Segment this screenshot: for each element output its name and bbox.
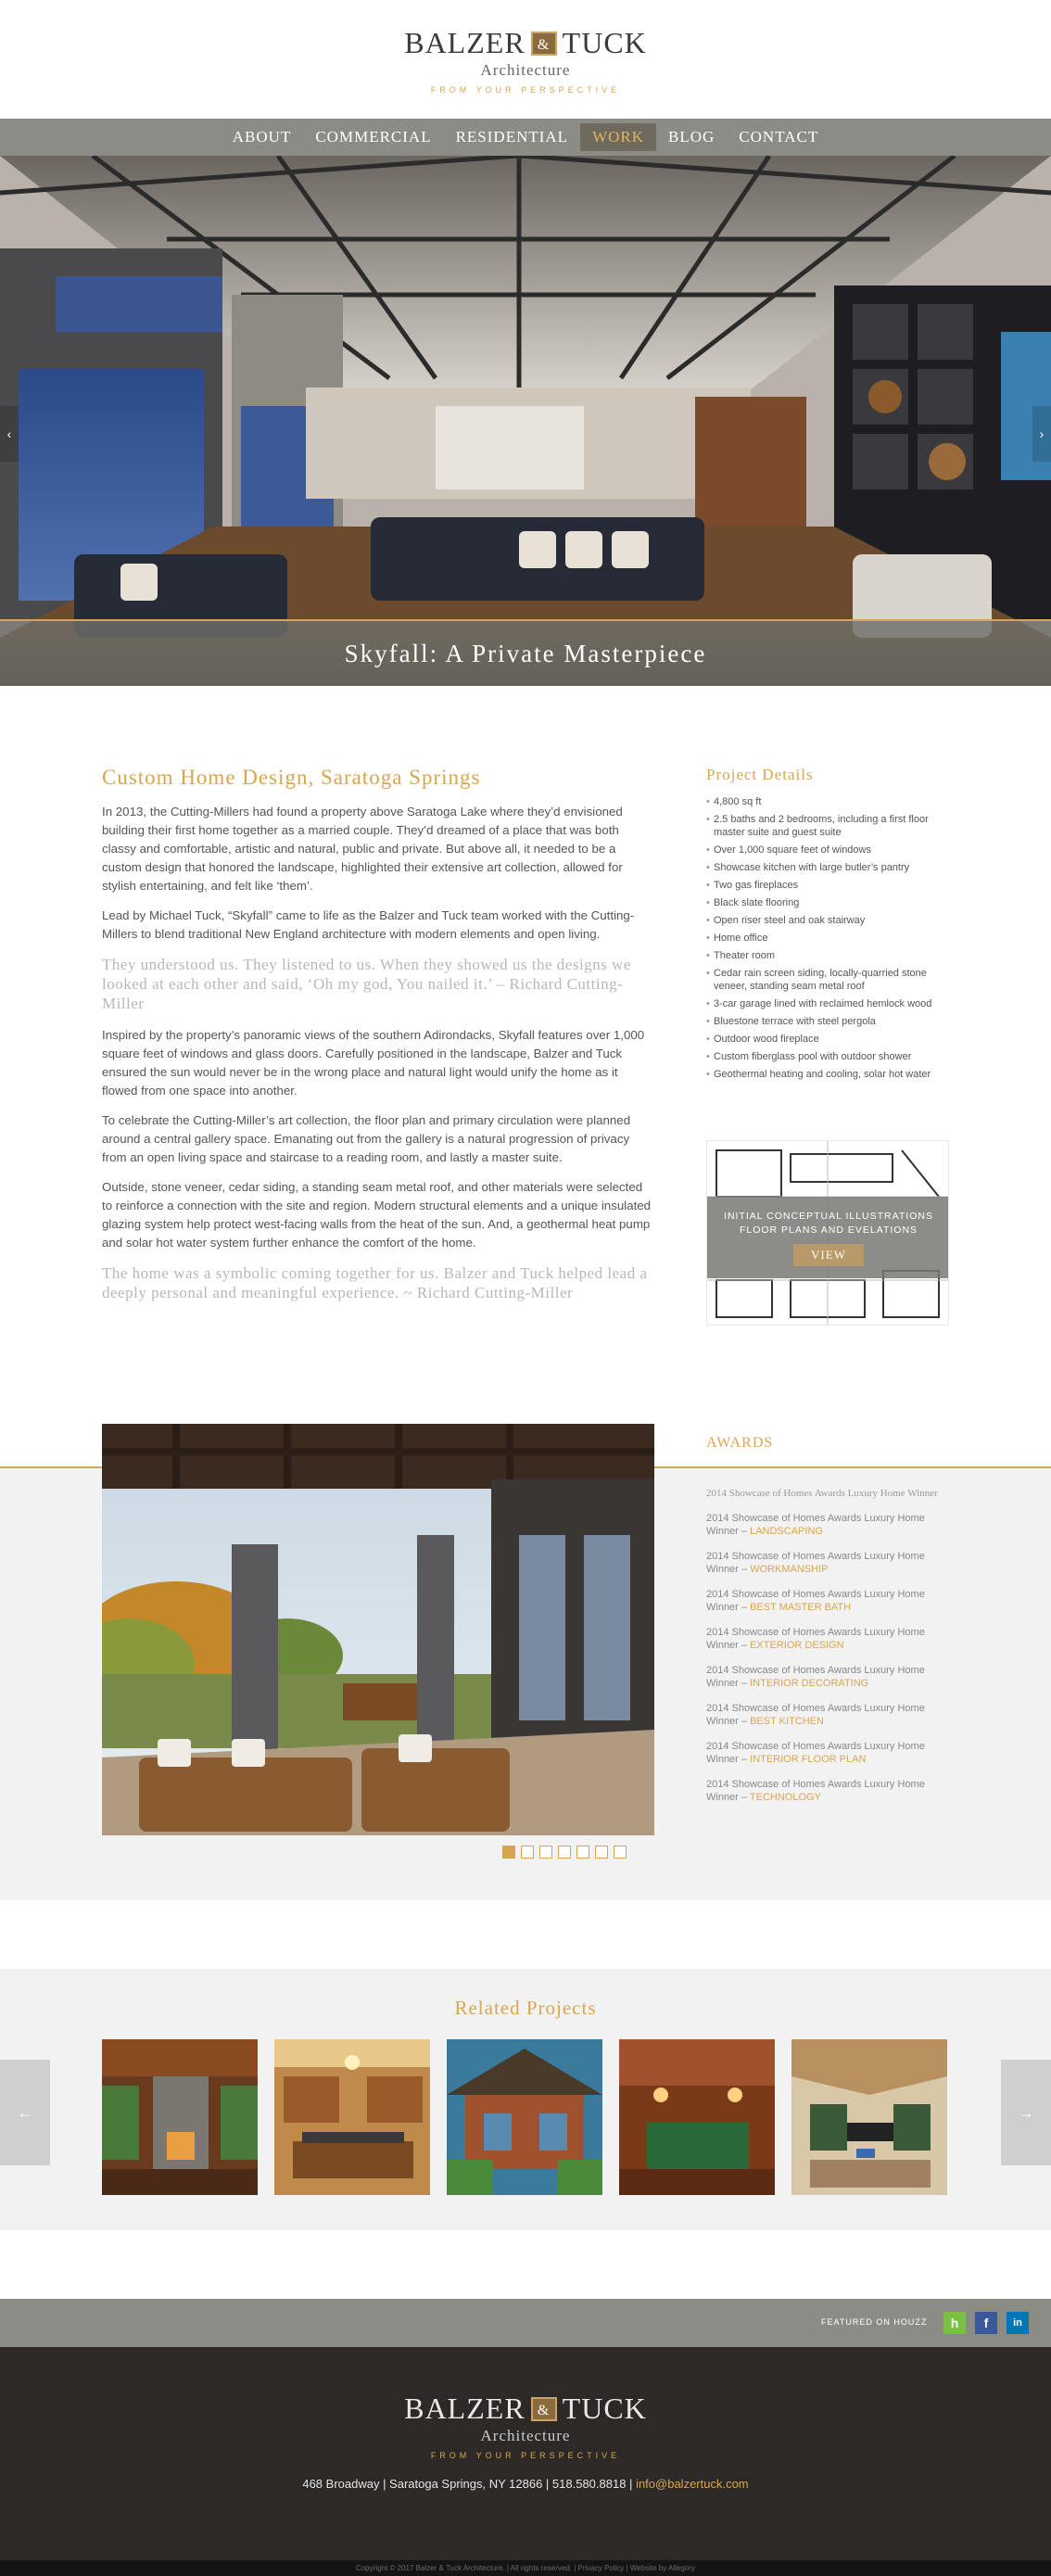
article-paragraph: To celebrate the Cutting-Miller’s art collection, the floor plan and primary circulation were planned around a central gallery space. Emanating out from the gallery is a natural progression of privacy from an open living space and staircase to a reading room, and lastly a master suite.: [102, 1113, 631, 1164]
award-category: BEST KITCHEN: [750, 1716, 824, 1727]
slider-image-patio: [102, 1424, 654, 1835]
nav-residential[interactable]: RESIDENTIAL: [455, 128, 569, 146]
project-detail-item: • Outdoor wood fireplace: [706, 1033, 949, 1046]
award-item: [706, 1740, 949, 1766]
nav-contact[interactable]: CONTACT: [739, 128, 819, 146]
award-prefix: 2014 Showcase of Homes Awards Luxury Home Winner –: [706, 1779, 925, 1803]
logo-name-left: BALZER: [404, 26, 526, 59]
award-item: [706, 1550, 949, 1576]
award-category: INTERIOR DECORATING: [750, 1678, 869, 1689]
related-next-button[interactable]: →: [1001, 2060, 1051, 2165]
project-slider[interactable]: [102, 1424, 654, 1835]
award-category: BEST MASTER BATH: [750, 1602, 852, 1613]
project-details-title: Project Details: [706, 766, 814, 783]
featured-on-houzz: FEATURED ON HOUZZ: [821, 2317, 928, 2327]
slider-dot[interactable]: [576, 1846, 589, 1859]
project-detail-item: • Custom fiberglass pool with outdoor shower: [706, 1050, 949, 1063]
award-item: [706, 1702, 949, 1728]
award-item: [706, 1664, 949, 1690]
project-detail-item: • Cedar rain screen siding, locally-quarried stone veneer, standing seam metal roof: [706, 967, 949, 993]
nav-blog[interactable]: BLOG: [668, 128, 715, 146]
article-paragraph: Inspired by the property’s panoramic views of the southern Adirondacks, Skyfall features over 1,000 square feet of windows and glass doors. Carefully positioned in the landscape, Balzer and Tuck ensured the sun would never be in the wrong place and natural light would unify the home as it flowed from one space into another.: [102, 1028, 645, 1098]
project-detail-item: • Two gas fireplaces: [706, 879, 949, 892]
project-detail-item: • Over 1,000 square feet of windows: [706, 844, 949, 857]
award-prefix: 2014 Showcase of Homes Awards Luxury Home Winner –: [706, 1513, 925, 1537]
hero-interior-illustration: [0, 156, 1051, 686]
floor-plan-card[interactable]: [706, 1140, 949, 1326]
award-prefix: 2014 Showcase of Homes Awards Luxury Home Winner –: [706, 1665, 925, 1689]
footer-address: [0, 2477, 1051, 2491]
award-category: LANDSCAPING: [750, 1526, 823, 1537]
project-details-list: [706, 795, 949, 1081]
slider-dot[interactable]: [558, 1846, 571, 1859]
hero-prev-arrow[interactable]: ‹: [0, 406, 19, 462]
award-item: [706, 1626, 949, 1652]
project-detail-item: • Geothermal heating and cooling, solar hot water: [706, 1068, 949, 1081]
hero-image: [0, 156, 1051, 686]
slider-dot[interactable]: [595, 1846, 608, 1859]
award-item: 2014 Showcase of Homes Awards Luxury Home Winner: [706, 1488, 938, 1499]
email-link[interactable]: info@balzertuck.com: [636, 2477, 749, 2491]
project-detail-item: • Open riser steel and oak stairway: [706, 914, 949, 927]
site-footer: [0, 2347, 1051, 2560]
project-detail-item: • Black slate flooring: [706, 896, 949, 909]
nav-commercial[interactable]: COMMERCIAL: [315, 128, 432, 146]
award-prefix: 2014 Showcase of Homes Awards Luxury Home Winner –: [706, 1741, 925, 1765]
related-project-thumb[interactable]: [274, 2039, 430, 2195]
related-title: Related Projects: [454, 1997, 597, 2019]
project-details: [706, 766, 949, 1085]
logo-tagline: FROM YOUR PERSPECTIVE: [430, 2451, 621, 2460]
related-thumbnails: [102, 2039, 947, 2195]
site-header: [0, 0, 1051, 119]
award-item: [706, 1512, 949, 1538]
project-detail-item: • Bluestone terrace with steel pergola: [706, 1015, 949, 1028]
main-nav: [0, 119, 1051, 156]
project-detail-item: • Home office: [706, 932, 949, 945]
project-detail-item: • Theater room: [706, 949, 949, 962]
view-button[interactable]: VIEW: [793, 1244, 864, 1266]
slider-dot[interactable]: [521, 1846, 534, 1859]
award-category: WORKMANSHIP: [750, 1564, 829, 1575]
facebook-icon[interactable]: f: [975, 2312, 997, 2334]
award-prefix: 2014 Showcase of Homes Awards Luxury Home Winner –: [706, 1589, 925, 1613]
client-quote: The home was a symbolic coming together for us. Balzer and Tuck helped lead a deeply personal and meaningful experience. ~ Richard Cutting-Miller: [102, 1264, 648, 1301]
related-projects: [0, 1969, 1051, 2230]
slider-dot[interactable]: [614, 1846, 627, 1859]
award-category: EXTERIOR DESIGN: [750, 1640, 844, 1651]
footer-logo[interactable]: [0, 2392, 1051, 2460]
related-project-thumb[interactable]: [791, 2039, 947, 2195]
project-detail-item: • 4,800 sq ft: [706, 795, 949, 808]
awards-list: [706, 1487, 949, 1816]
logo-mark: &: [531, 32, 557, 56]
award-prefix: 2014 Showcase of Homes Awards Luxury Home Winner –: [706, 1627, 925, 1651]
nav-work[interactable]: WORK: [580, 123, 656, 151]
related-project-thumb[interactable]: [447, 2039, 602, 2195]
client-quote: They understood us. They listened to us. When they showed us the designs we looked at each other and said, ‘Oh my god, You nailed it.’ – Richard Cutting-Miller: [102, 956, 631, 1012]
logo[interactable]: [0, 26, 1051, 95]
hero-next-arrow[interactable]: ›: [1032, 406, 1051, 462]
address-text: 468 Broadway | Saratoga Springs, NY 12866 | 518.580.8818 |: [302, 2477, 633, 2491]
nav-about[interactable]: ABOUT: [232, 128, 292, 146]
award-category: INTERIOR FLOOR PLAN: [750, 1754, 867, 1765]
floor-plan-line1: INITIAL CONCEPTUAL ILLUSTRATIONS: [724, 1211, 933, 1222]
award-item: [706, 1778, 949, 1804]
floor-plan-overlay: [707, 1197, 949, 1278]
article-paragraph: In 2013, the Cutting-Millers had found a property above Saratoga Lake where they’d envisioned building their first home together as a married couple. They’d dreamed of a place that was both classy and comfortable, artistic and natural, public and private. But above all, it needed to be a custom design that honored the landscape, highlighted their extensive art collection, allowed for stylish entertaining, and felt like ‘them’.: [102, 805, 623, 893]
slider-dots: [502, 1846, 627, 1859]
houzz-icon[interactable]: h: [943, 2312, 966, 2334]
slider-dot[interactable]: [539, 1846, 552, 1859]
article: [102, 766, 654, 1315]
article-heading: Custom Home Design, Saratoga Springs: [102, 766, 481, 789]
award-item: [706, 1588, 949, 1614]
related-prev-button[interactable]: ←: [0, 2060, 50, 2165]
slider-dot[interactable]: [502, 1846, 515, 1859]
logo-name-right: TUCK: [562, 26, 647, 59]
related-project-thumb[interactable]: [619, 2039, 775, 2195]
main-content: [0, 686, 1051, 1468]
award-prefix: 2014 Showcase of Homes Awards Luxury Home Winner –: [706, 1703, 925, 1727]
project-detail-item: • Showcase kitchen with large butler’s pantry: [706, 861, 949, 874]
logo-name-right: TUCK: [562, 2392, 647, 2425]
award-prefix: 2014 Showcase of Homes Awards Luxury Home Winner –: [706, 1551, 925, 1575]
article-paragraph: Outside, stone veneer, cedar siding, a standing seam metal roof, and other materials were selected to reinforce a connection with the site and region. Modern structural elements and a unique insulated glazing system help protect west-facing walls from the heat of the sun. And, a geothermal heat pump and solar hot water system further enhance the comfort of the home.: [102, 1180, 652, 1250]
hero-caption: Skyfall: A Private Masterpiece: [0, 619, 1051, 686]
article-paragraph: Lead by Michael Tuck, “Skyfall” came to life as the Balzer and Tuck team worked with the Cutting-Millers to blend traditional New England architecture with modern elements and open living.: [102, 908, 635, 941]
project-detail-item: • 3-car garage lined with reclaimed hemlock wood: [706, 997, 949, 1010]
linkedin-icon[interactable]: in: [1007, 2312, 1029, 2334]
social-bar: [0, 2299, 1051, 2347]
related-project-thumb[interactable]: [102, 2039, 258, 2195]
awards-title: AWARDS: [706, 1435, 774, 1451]
copyright: Copyright © 2017 Balzer & Tuck Architecture. | All rights reserved. | Privacy Policy | Website by Allegory: [0, 2560, 1051, 2576]
logo-sub: Architecture: [480, 2427, 571, 2444]
logo-mark: &: [531, 2397, 557, 2421]
logo-name-left: BALZER: [404, 2392, 526, 2425]
floor-plan-line2: FLOOR PLANS AND EVELATIONS: [739, 1225, 918, 1236]
project-detail-item: • 2.5 baths and 2 bedrooms, including a first floor master suite and guest suite: [706, 813, 949, 839]
logo-tagline: FROM YOUR PERSPECTIVE: [430, 85, 621, 95]
logo-sub: Architecture: [480, 61, 571, 79]
award-category: TECHNOLOGY: [749, 1792, 821, 1803]
